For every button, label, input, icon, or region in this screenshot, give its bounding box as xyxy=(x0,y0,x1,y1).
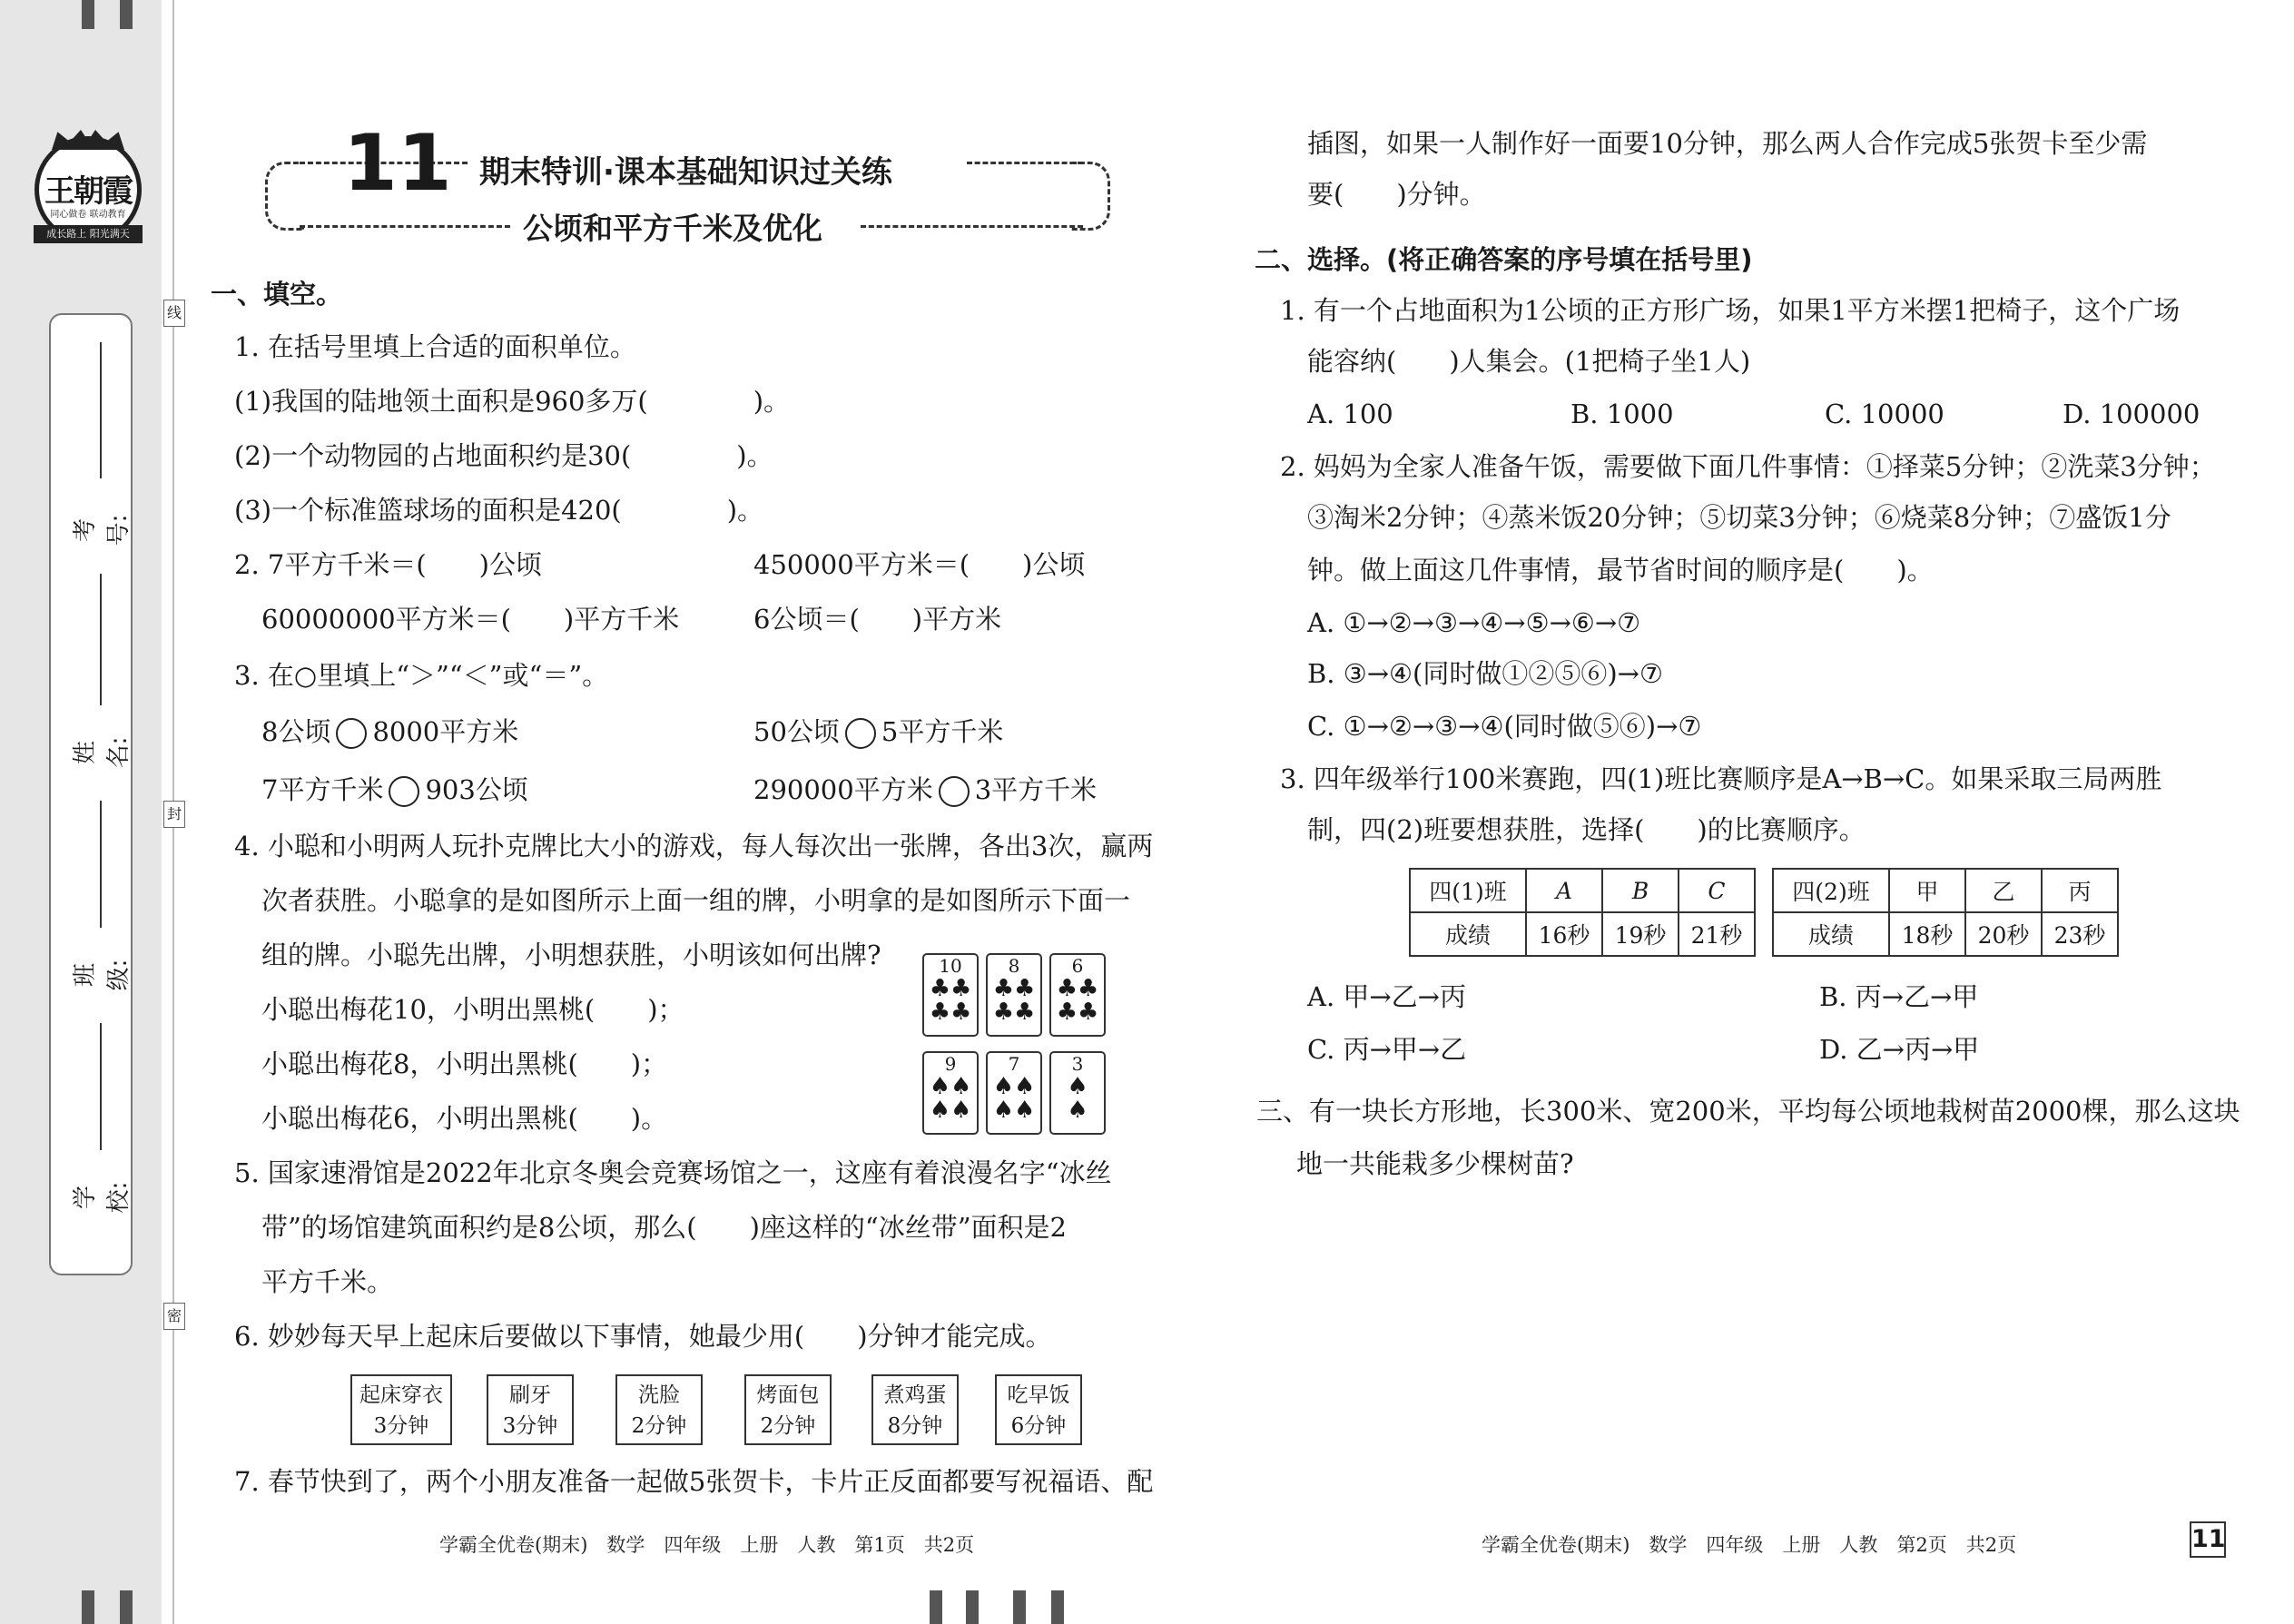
section-1-title: 一、填空。 xyxy=(211,279,343,310)
q7-line-2: 插图，如果一人制作好一面要10分钟，那么两人合作完成5张贺卡至少需 xyxy=(1307,128,2148,159)
s2-q3-option-a[interactable]: A. 甲→乙→丙 xyxy=(1307,981,1466,1012)
q4-line-2: 次者获胜。小聪拿的是如图所示上面一组的牌，小明拿的是如图所示下面一 xyxy=(261,885,1131,916)
s2-q3-option-c[interactable]: C. 丙→甲→乙 xyxy=(1307,1034,1467,1065)
bind-mark-seal: 封 xyxy=(163,801,185,828)
class2-results-table xyxy=(1772,868,2119,957)
q4-answer-1: 小聪出梅花10，小明出黑桃( )； xyxy=(261,994,684,1025)
s2-q1-option-b[interactable]: B. 1000 xyxy=(1570,399,1674,429)
school-line[interactable] xyxy=(100,1023,102,1150)
q2-item-3: 60000000平方米＝( )平方千米 xyxy=(261,604,680,635)
card-clubs: 8 ♣♣ ♣♣ xyxy=(986,953,1042,1037)
table-row: 四(2)班 甲 乙 丙 xyxy=(1773,869,2118,912)
field-label-exam-no: 考号: xyxy=(72,514,133,546)
compare-circle[interactable] xyxy=(336,718,367,749)
exam-no-line[interactable] xyxy=(100,342,102,478)
q3-compare-2: 50公顷 5平方千米 xyxy=(753,716,1004,747)
page-subtitle: 公顷和平方千米及优化 xyxy=(523,211,822,246)
s2-q3-option-d[interactable]: D. 乙→丙→甲 xyxy=(1819,1034,1980,1065)
q3-compare-3: 7平方千米 903公顷 xyxy=(261,774,528,805)
q6-stem: 6. 妙妙每天早上起床后要做以下事情，她最少用( )分钟才能完成。 xyxy=(234,1321,1052,1352)
q2-item-4: 6公顷＝( )平方米 xyxy=(753,604,1002,635)
crop-mark xyxy=(120,1590,133,1624)
card-spades: 3 ♠ ♠ xyxy=(1049,1051,1106,1135)
q3-compare-4: 290000平方米 3平方千米 xyxy=(753,774,1098,805)
task-box: 煮鸡蛋 8分钟 xyxy=(871,1374,959,1445)
crop-mark xyxy=(82,0,94,29)
header-dash xyxy=(861,225,1083,228)
table-row: 四(1)班 A B C xyxy=(1410,869,1755,912)
header-bracket-right xyxy=(1071,162,1110,231)
q7-line-3: 要( )分钟。 xyxy=(1307,179,1486,210)
table-row: 成绩 16秒 19秒 21秒 xyxy=(1410,912,1755,956)
q3-stem: 3. 在○里填上“＞”“＜”或“＝”。 xyxy=(234,660,609,691)
field-label-name: 姓名: xyxy=(72,736,133,769)
club-icon: ♣♣ ♣♣ xyxy=(929,975,972,1026)
q4-answer-3: 小聪出梅花6，小明出黑桃( )。 xyxy=(261,1103,668,1134)
s2-q2-option-b[interactable]: B. ③→④(同时做①②⑤⑥)→⑦ xyxy=(1307,658,1663,689)
s2-q1-option-c[interactable]: C. 10000 xyxy=(1825,399,1944,429)
field-label-class: 班级: xyxy=(72,959,133,991)
s2-q2-line-1: 2. 妈妈为全家人准备午饭，需要做下面几件事情：①择菜5分钟；②洗菜3分钟； xyxy=(1280,451,2216,482)
s2-q3-line-2: 制，四(2)班要想获胜，选择( )的比赛顺序。 xyxy=(1307,814,1866,845)
crop-mark xyxy=(966,1590,979,1624)
q1-item-2: (2)一个动物园的占地面积约是30( )。 xyxy=(234,440,773,471)
s2-q1-option-d[interactable]: D. 100000 xyxy=(2063,399,2200,429)
bind-mark-secret: 密 xyxy=(163,1303,185,1330)
spade-icon: ♠♠ ♠♠ xyxy=(992,1073,1036,1124)
card-spades: 7 ♠♠ ♠♠ xyxy=(986,1051,1042,1135)
q4-answer-2: 小聪出梅花8，小明出黑桃( )； xyxy=(261,1048,668,1079)
task-box: 刷牙 3分钟 xyxy=(487,1374,574,1445)
s2-q3-option-b[interactable]: B. 丙→乙→甲 xyxy=(1819,981,1979,1012)
s2-q2-line-3: 钟。做上面这几件事情，最节省时间的顺序是( )。 xyxy=(1307,555,1934,586)
q7-line-1: 7. 春节快到了，两个小朋友准备一起做5张贺卡，卡片正反面都要写祝福语、配 xyxy=(234,1466,1154,1497)
q1-item-3: (3)一个标准篮球场的面积是420( )。 xyxy=(234,495,764,526)
header-bracket-left xyxy=(265,162,304,231)
q4-line-3: 组的牌。小聪先出牌，小明想获胜，小明该如何出牌? xyxy=(261,940,881,970)
task-box: 起床穿衣 3分钟 xyxy=(350,1374,452,1445)
crop-mark xyxy=(82,1590,94,1624)
class-line[interactable] xyxy=(100,801,102,928)
s2-q2-line-2: ③淘米2分钟；④蒸米饭20分钟；⑤切菜3分钟；⑥烧菜8分钟；⑦盛饭1分 xyxy=(1307,502,2171,533)
club-icon: ♣♣ ♣♣ xyxy=(1056,975,1099,1026)
q2-item-2: 450000平方米＝( )公顷 xyxy=(753,549,1086,580)
page-title: 期末特训·课本基础知识过关练 xyxy=(479,154,892,191)
s2-q1-line-2: 能容纳( )人集会。(1把椅子坐1人) xyxy=(1307,346,1751,377)
field-label-school: 学校: xyxy=(72,1181,133,1214)
table-row: 成绩 18秒 20秒 23秒 xyxy=(1773,912,2118,956)
header-dash xyxy=(967,162,1083,164)
q5-line-3: 平方千米。 xyxy=(261,1266,394,1297)
task-box: 洗脸 2分钟 xyxy=(615,1374,703,1445)
class1-results-table xyxy=(1409,868,1756,957)
compare-circle[interactable] xyxy=(939,776,970,807)
publisher-logo: 王朝霞 同心做卷 联动教育 成长路上 阳光满天 xyxy=(34,136,142,243)
card-spades: 9 ♠♠ ♠♠ xyxy=(922,1051,979,1135)
task-box: 烤面包 2分钟 xyxy=(744,1374,832,1445)
q1-item-1: (1)我国的陆地领土面积是960多万( )。 xyxy=(234,386,791,417)
unit-number: 11 xyxy=(343,118,452,209)
header-dash xyxy=(300,225,510,228)
footer-left: 学霸全优卷(期末) 数学 四年级 上册 人教 第1页 共2页 xyxy=(439,1534,975,1556)
section-3-line-2: 地一共能栽多少棵树苗? xyxy=(1296,1148,1574,1179)
card-clubs: 10 ♣♣ ♣♣ xyxy=(922,953,979,1037)
q2-item-1: 2. 7平方千米＝( )公顷 xyxy=(234,549,542,580)
name-line[interactable] xyxy=(100,574,102,705)
student-info-box xyxy=(49,313,133,1275)
q5-line-1: 5. 国家速滑馆是2022年北京冬奥会竞赛场馆之一，这座有着浪漫名字“冰丝 xyxy=(234,1157,1112,1188)
q1-stem: 1. 在括号里填上合适的面积单位。 xyxy=(234,331,636,362)
section-3-line-1: 三、有一块长方形地，长300米、宽200米，平均每公顷地栽树苗2000棵，那么这块 xyxy=(1256,1096,2240,1127)
footer-right: 学霸全优卷(期末) 数学 四年级 上册 人教 第2页 共2页 xyxy=(1482,1534,2017,1556)
s2-q2-option-c[interactable]: C. ①→②→③→④(同时做⑤⑥)→⑦ xyxy=(1307,711,1702,742)
section-2-title: 二、选择。(将正确答案的序号填在括号里) xyxy=(1255,244,1753,275)
q4-line-1: 4. 小聪和小明两人玩扑克牌比大小的游戏，每人每次出一张牌，各出3次，赢两 xyxy=(234,831,1154,861)
s2-q1-option-a[interactable]: A. 100 xyxy=(1307,399,1393,429)
crop-mark xyxy=(930,1590,942,1624)
spade-icon: ♠♠ ♠♠ xyxy=(929,1073,972,1124)
s2-q2-option-a[interactable]: A. ①→②→③→④→⑤→⑥→⑦ xyxy=(1307,607,1641,638)
q3-compare-1: 8公顷 8000平方米 xyxy=(261,716,519,747)
club-icon: ♣♣ ♣♣ xyxy=(992,975,1036,1026)
s2-q1-line-1: 1. 有一个占地面积为1公顷的正方形广场，如果1平方米摆1把椅子，这个广场 xyxy=(1280,295,2181,326)
s2-q3-line-1: 3. 四年级举行100米赛跑，四(1)班比赛顺序是A→B→C。如果采取三局两胜 xyxy=(1280,763,2162,794)
spade-icon: ♠ ♠ xyxy=(1067,1073,1088,1124)
crop-mark xyxy=(120,0,133,29)
compare-circle[interactable] xyxy=(845,718,876,749)
crop-mark xyxy=(1051,1590,1064,1624)
page-number: 11 xyxy=(2190,1521,2226,1558)
bind-mark-line: 线 xyxy=(163,300,185,327)
q5-line-2: 带”的场馆建筑面积约是8公顷，那么( )座这样的“冰丝带”面积是2 xyxy=(261,1212,1068,1243)
compare-circle[interactable] xyxy=(389,776,419,807)
task-box: 吃早饭 6分钟 xyxy=(995,1374,1082,1445)
crop-mark xyxy=(1013,1590,1026,1624)
card-clubs: 6 ♣♣ ♣♣ xyxy=(1049,953,1106,1037)
